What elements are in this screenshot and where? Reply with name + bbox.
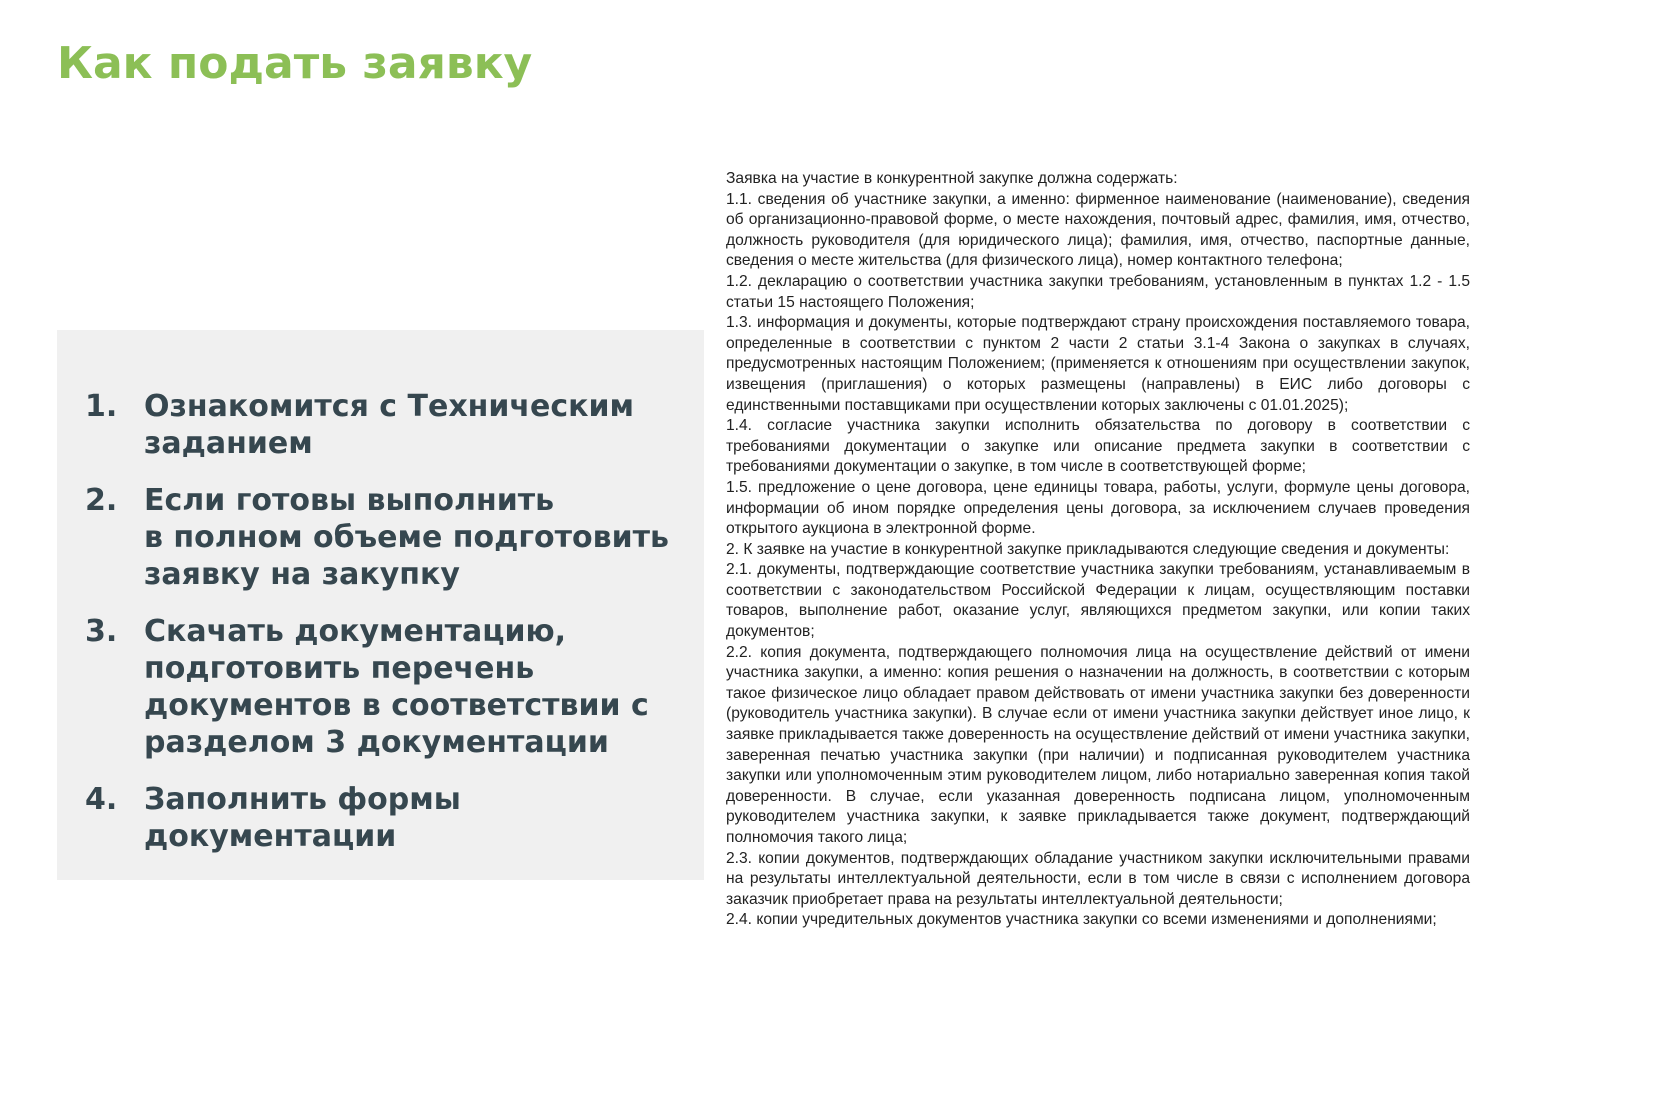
step-item bbox=[85, 388, 695, 462]
page-title: Как подать заявку bbox=[57, 38, 533, 89]
requirement-item: 2.4. копии учредительных документов участника закупки со всеми изменениями и дополнениями; bbox=[726, 911, 1437, 929]
step-number: 2. bbox=[85, 483, 118, 518]
requirement-item: 1.2. декларацию о соответствии участника закупки требованиям, установленным в пунктах 1.2 - 1.5 статьи 15 настоящего Положения; bbox=[726, 272, 1470, 311]
requirement-item: 2.2. копия документа, подтверждающего полномочия лица на осуществление действий от имени участника закупки, а именно: копия решения о назначении на должность, в соответствии с которым такое физическое лицо обладает правом действовать от имени участника закупки без доверенности (руководитель участника закупки). В случае если от имени участника закупки действует иное лицо, к заявке прикладывается также доверенность на осуществление действий от имени участника закупки, заверенная печатью участника закупки (при наличии) и подписанная руководителем участника закупки или уполномоченным этим руководителем лицом, либо нотариально заверенная копия такой доверенности. В случае, если указанная доверенность подписана лицом, уполномоченным руководителем участника закупки, к заявке прикладывается также документ, подтверждающий полномочия такого лица; bbox=[726, 643, 1470, 846]
requirement-item: 1.1. сведения об участнике закупки, а именно: фирменное наименование (наименование), сведения об организационно-правовой форме, о месте нахождения, почтовый адрес, фамилия, имя, отчество, должность руководителя (для юридического лица); фамилия, имя, отчество, паспортные данные, сведения о месте жительства (для физического лица), номер контактного телефона; bbox=[726, 190, 1470, 270]
step-item bbox=[85, 613, 695, 761]
requirement-item: 1.5. предложение о цене договора, цене единицы товара, работы, услуги, формуле цены договора, информации об ином порядке определения цены договора, за исключением случаев проведения открытого аукциона в электронной форме. bbox=[726, 478, 1470, 538]
step-item bbox=[85, 482, 695, 593]
requirement-item: 1.3. информация и документы, которые подтверждают страну происхождения поставляемого товара, определенные в соответствии с пунктом 2 части 2 статьи 3.1-4 Закона о закупках в случаях, предусмотренных настоящим Положением; (применяется к отношениям при осуществлении закупок, извещения (приглашения) о которых размещены (направлены) в ЕИС либо договоры с единственными поставщиками при осуществлении которых заключены с 01.01.2025); bbox=[726, 314, 1470, 414]
requirement-item: 2. К заявке на участие в конкурентной закупке прикладываются следующие сведения и документы: bbox=[726, 540, 1450, 558]
step-text: Ознакомится с Техническим заданием bbox=[144, 389, 635, 461]
step-number: 3. bbox=[85, 614, 118, 649]
step-text: Заполнить формы документации bbox=[144, 782, 461, 854]
step-text: Скачать документацию, подготовить перечень документов в соответствии с разделом 3 документации bbox=[144, 614, 649, 760]
requirement-item: 1.4. согласие участника закупки исполнить обязательства по договору в соответствии с требованиями документации о закупке или описание предмета закупки в соответствии с требованиями документации о закупке, в том числе в соответствующей форме; bbox=[726, 417, 1470, 476]
requirement-item: 2.1. документы, подтверждающие соответствие участника закупки требованиям, устанавливаемым в соответствии с законодательством Российской Федерации к лицам, осуществляющим поставки товаров, выполнение работ, оказание услуг, являющихся предметом закупки, или копии таких документов; bbox=[726, 561, 1470, 641]
requirements-text bbox=[726, 169, 1470, 931]
steps-panel bbox=[57, 330, 704, 880]
requirement-item: 2.3. копии документов, подтверждающих обладание участником закупки исключительными правами на результаты интеллектуальной деятельности, если в том числе в связи с исполнением договора заказчик приобретает права на результаты интеллектуальной деятельности; bbox=[726, 849, 1470, 908]
requirements-intro: Заявка на участие в конкурентной закупке должна содержать: bbox=[726, 170, 1178, 187]
step-item bbox=[85, 781, 695, 855]
step-text: Если готовы выполнить в полном объеме подготовить заявку на закупку bbox=[144, 483, 670, 592]
step-number: 1. bbox=[85, 389, 118, 424]
steps-list bbox=[85, 388, 695, 875]
step-number: 4. bbox=[85, 782, 118, 817]
